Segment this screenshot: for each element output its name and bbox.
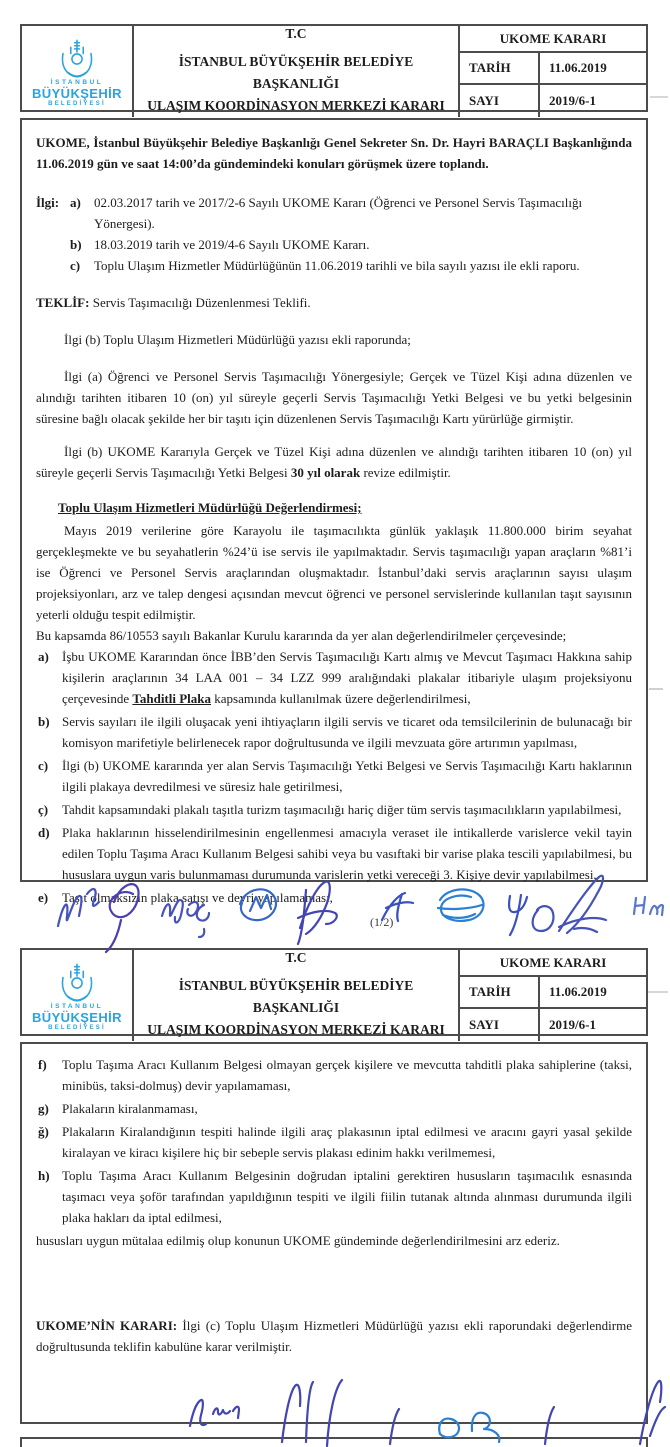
ibb-logo [22,950,134,1041]
logo-buyuksehir-text: BÜYÜKŞEHİR [32,85,122,101]
ukome-decision-label: UKOME’NİN KARARI: [36,1318,178,1333]
number-value: 2019/6-1 [549,1017,596,1032]
signature-5 [298,882,337,944]
closing-line: hususları uygun mütalaa edilmiş olup konunun UKOME gündeminde değerlendirilmesini arz ederiz. [36,1233,560,1248]
item-marker: h) [38,1168,50,1183]
page2-header-table [20,948,648,1036]
scan-artifact [649,688,663,690]
decision-item-d: d) Plaka haklarının hisselendirilmesinin engellenmesi amacıyla veraset ile intikallerde varislerce vekil tayin edilen Toplu Taşıma Aracı Kullanım Belgesi sahibi veya bu vasıftaki bir varise plaka tescili yapılabilmesi, bu hususlara uygun varis bulunmaması durumunda varislerin yetki vereceği 3. Kişiye devir yapılabilmesi, [36,822,632,885]
logo-buyuksehir-text: BÜYÜKŞEHİR [32,1009,122,1025]
signature-8 [509,895,527,935]
opening-paragraph: UKOME, İstanbul Büyükşehir Belediye Başkanlığı Genel Sekreter Sn. Dr. Hayri BARAÇLI Başkanlığında 11.06.2019 gün ve saat 14:00’da gündemindeki konuları görüşmek üzere toplandı. [36,135,632,171]
scan-artifact [648,991,668,993]
number-value: 2019/6-1 [549,93,596,108]
signature-11 [190,1400,239,1426]
number-label: SAYI [460,85,540,117]
title-line-2: ULAŞIM KOORDİNASYON MERKEZİ KARARI [147,1022,445,1037]
decision-item-a: a) İşbu UKOME Kararından önce İBB’den Servis Taşımacılığı Kartı almış ve Mevcut Taşımacı Hakkına sahip kişilerin araçlarının 34 LAA 001 – 34 LZZ 999 aralığındaki plakalar itibariyle ulaşım projeksiyonu çerçevesinde Tahditli Plaka kapsamında kullanılmak üzere değerlendirilmesi, [36,646,632,709]
date-label: TARİH [460,53,540,83]
decision-item-e: e) Taşıt olmaksızın plaka satışı ve devri yapılamaması, [36,887,632,908]
page1-header-table [20,24,648,112]
page-number: (1/2) [370,915,394,929]
scan-artifact [650,96,668,98]
logo-istanbul-text: İSTANBUL [50,79,104,87]
date-label: TARİH [460,977,540,1007]
signature-3 [162,900,209,937]
ibb-logo [22,26,134,117]
decision-item-b: b) Servis sayıları ile ilgili oluşacak yeni ihtiyaçların ilgili servis ve ticaret oda temsilcilerinin de bulunacağı bir komisyon marifetiyle belirlenecek rapor doğrultusunda ve ilgili mevzuata göre artırımın yapılması, [36,711,632,753]
signature-15 [545,1407,554,1444]
item-marker: d) [38,825,50,840]
signature-2 [106,884,139,952]
evaluation-heading: Toplu Ulaşım Hizmetleri Müdürlüğü Değerlendirmesi; [58,500,362,515]
document-title-block [134,950,460,1041]
ilgi-label: İlgi: [36,195,60,210]
decision-item-g: g) Plakaların kiralanmaması, [36,1098,632,1119]
decision-item-c: c) İlgi (b) UKOME kararında yer alan Servis Taşımacılığı Yetki Belgesi ve Servis Taşımacılığı Kartı haklarının ilgili plakaya devredilmesi ve süresiz hale getirilmesi, [36,755,632,797]
date-value: 11.06.2019 [549,984,607,999]
decision-info-table [460,26,646,117]
item-marker: ç) [38,802,49,817]
item-marker: f) [38,1057,47,1072]
signature-12 [282,1380,342,1446]
proposal-line [36,292,632,313]
item-marker: e) [38,890,49,905]
title-line-2: ULAŞIM KOORDİNASYON MERKEZİ KARARI [147,98,445,113]
revised-duration-text: 30 yıl olarak [290,465,361,480]
reference-item [36,234,632,255]
signature-13 [390,1409,399,1444]
ibb-tulip-icon [52,38,102,80]
decision-title: UKOME KARARI [460,26,646,53]
ukome-decision-paragraph: UKOME’NİN KARARI: İlgi (c) Toplu Ulaşım Hizmetleri Müdürlüğü yazısı ekli raporundaki değerlendirme doğrultusunda teklifin kabulüne karar verilmiştir. [36,1318,632,1354]
logo-belediyesi-text: BELEDİYESİ [48,1024,106,1031]
body-paragraph-1: İlgi (b) Toplu Ulaşım Hizmetleri Müdürlüğü yazısı ekli raporunda; [64,332,411,347]
title-line-1: İSTANBUL BÜYÜKŞEHİR BELEDİYE BAŞKANLIĞI [178,54,414,91]
logo-belediyesi-text: BELEDİYESİ [48,100,106,107]
reference-marker: a) [70,195,81,210]
reference-marker: c) [70,258,81,273]
tc-label: T.C [285,26,307,41]
body-paragraph-3: İlgi (b) UKOME Kararıyla Gerçek ve Tüzel Kişi adına düzenlen ve alındığı tarihten itibaren 10 (on) yıl süreyle geçerli Servis Taşımacılığı Yetki Belgesi 30 yıl olarak revize edilmiştir. [36,444,632,480]
reference-text: 02.03.2017 tarih ve 2017/2-6 Sayılı UKOME Kararı (Öğrenci ve Personel Servis Taşımacılığı Yönergesi). [94,195,583,231]
reference-marker: b) [70,237,82,252]
decision-item-h: h) Toplu Taşıma Aracı Kullanım Belgesinin doğrudan iptalini gerektiren hususların taşımacılık esnasında taşımacı veya şoför tarafından yapıldığının tespiti ve ilgili fiilin tutanak altında alınması durumunda ilgili plaka hakları da iptal edilmesi, [36,1165,632,1228]
page2-signatures [0,1362,670,1444]
page1-content-box [20,118,648,905]
signature-14 [439,1413,499,1442]
reference-item [36,255,632,276]
signature-6 [382,893,413,921]
references-list [36,192,632,276]
number-label: SAYI [460,1009,540,1041]
signature-10 [634,897,663,915]
decision-title: UKOME KARARI [460,950,646,977]
reference-item [36,192,632,234]
reference-text: 18.03.2019 tarih ve 2019/4-6 Sayılı UKOME Kararı. [94,237,370,252]
signature-16 [640,1381,665,1444]
item-marker: g) [38,1101,49,1116]
item-marker: ğ) [38,1124,49,1139]
item-marker: c) [38,758,49,773]
decision-item-f: f) Toplu Taşıma Aracı Kullanım Belgesi olmayan gerçek kişilere ve mevcutta tahditli plaka sahiplerine (taksi, minibüs, taksi-dolmuş) devir yapılamaması, [36,1054,632,1096]
scope-line: Bu kapsamda 86/10553 sayılı Bakanlar Kurulu kararında da yer alan değerlendirilmeler çerçevesinde; [36,628,567,643]
proposal-text: Servis Taşımacılığı Düzenlenmesi Teklifi. [92,295,311,310]
signature-4 [240,889,276,920]
title-line-1: İSTANBUL BÜYÜKŞEHİR BELEDİYE BAŞKANLIĞI [178,978,414,1015]
decision-info-table [460,950,646,1041]
item-marker: a) [38,649,49,664]
decision-item-gg: ğ) Plakaların Kiralandığının tespiti halinde ilgili araç plakasının iptal edilmesi ve aracını gayri yasal şekilde kiralayan ve kiracı kişilere hiç bir sebeple servis plakası edinim hakkı verilmemesi, [36,1121,632,1163]
page1-signatures [22,868,668,944]
reference-text: Toplu Ulaşım Hizmetler Müdürlüğünün 11.06.2019 tarihli ve bila sayılı yazısı ile ekli raporu. [94,258,580,273]
ibb-tulip-icon [52,962,102,1004]
decision-item-cc: ç) Tahdit kapsamındaki plakalı taşıtla turizm taşımacılığı hariç diğer tüm servis taşımacılıkların yapılabilmesi, [36,799,632,820]
signature-1 [58,889,99,926]
tahditli-plaka-text: Tahditli Plaka [132,691,212,706]
item-marker: b) [38,714,50,729]
body-paragraph-2: İlgi (a) Öğrenci ve Personel Servis Taşımacılığı Yönergesiyle; Gerçek ve Tüzel Kişi adına düzenlen ve alındığı tarihten itibaren 10 (on) yıl süreyle geçerli Servis Taşımacılığı Yetki Belgesi ve bu yetki belgesinin süresine bağlı olacak şekilde her bir taşıtı için düzenlenen Servis Taşımacılığı Kartı yürürlüğe girmiştir. [36,369,632,426]
evaluation-paragraph: Mayıs 2019 verilerine göre Karayolu ile taşımacılıkta günlük yaklaşık 11.800.000 birim seyahat gerçekleşmekte ve bu seyahatlerin %24’ü ise servis ile yapılmaktadır. Servis taşımacılığı yapan araçların %81’i ise Öğrenci ve Personel Servis araçlarından oluşmaktadır. İstanbul’daki servis araçlarının sayısı ulaşım projeksiyonları, arz ve talep dengesi açısından mevcut öğrenci ve personel servislerinde kullanılan taşıt sayısının yeterli olduğu tespit edilmiştir. [36,523,632,622]
signature-7 [438,889,484,920]
signature-9 [533,876,606,933]
proposal-label: TEKLİF: [36,295,90,310]
document-title-block [134,26,460,117]
tc-label: T.C [285,950,307,965]
logo-istanbul-text: İSTANBUL [50,1003,104,1011]
date-value: 11.06.2019 [549,60,607,75]
